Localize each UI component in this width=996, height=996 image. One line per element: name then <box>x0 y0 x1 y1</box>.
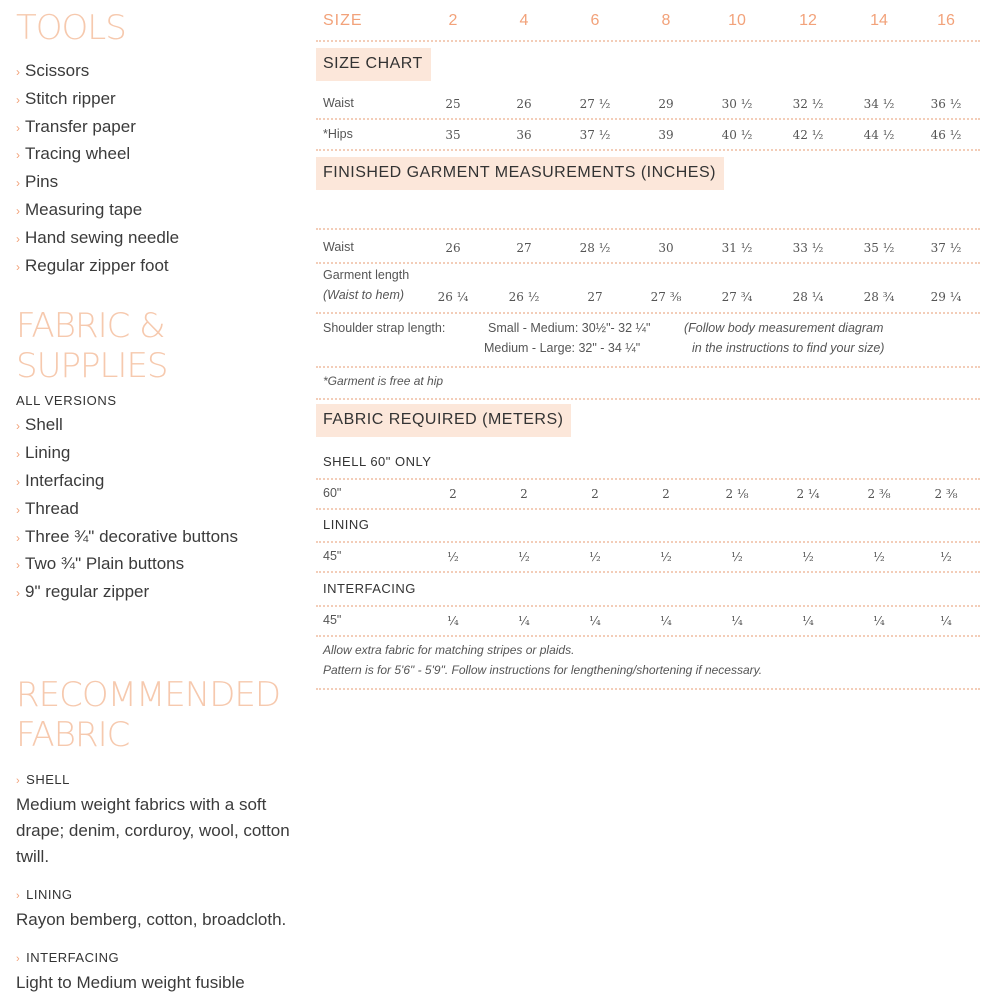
table-row: *Hips 35 36 37 ½ 39 40 ½ 42 ½ 44 ½ 46 ½ <box>316 121 980 151</box>
size-chart-heading: SIZE CHART <box>316 48 431 81</box>
list-item: › Three ¾" decorative buttons <box>16 526 238 546</box>
list-item: › Stitch ripper <box>16 88 116 108</box>
fabric-notes: Allow extra fabric for matching stripes or plaids. Pattern is for 5'6" - 5'9". Follow instructions for lengthening/shortening if necessary. <box>316 640 980 690</box>
size-cell: 4 <box>519 12 529 29</box>
size-cell: 8 <box>661 12 671 29</box>
recommended-heading: RECOMMENDED FABRIC <box>16 674 281 755</box>
interfacing-subheading-row: INTERFACING <box>316 575 980 607</box>
strap-row: Shoulder strap length: Small - Medium: 30½"- 32 ¼" (Follow body measurement diagram Medium - Large: 32" - 34 ¼" in the instructions to find your size) <box>316 318 980 368</box>
table-row: Waist 26 27 28 ½ 30 31 ½ 33 ½ 35 ½ 37 ½ <box>316 234 980 264</box>
chevron-icon: › <box>16 176 20 191</box>
list-item: › Pins <box>16 172 59 192</box>
size-label: SIZE <box>323 12 363 29</box>
rec-shell-text: Medium weight fabrics with a soft drape; denim, corduroy, wool, cotton twill. <box>16 794 290 866</box>
size-cell: 10 <box>728 12 746 29</box>
list-item: › Shell <box>16 415 63 435</box>
list-item: › 9" regular zipper <box>16 582 150 602</box>
chevron-icon: › <box>16 203 20 218</box>
chevron-icon: › <box>16 774 21 787</box>
list-item: › Regular zipper foot <box>16 255 169 275</box>
list-item: › Tracing wheel <box>16 144 131 164</box>
list-item: › Transfer paper <box>16 116 136 136</box>
fabric-required-heading: FABRIC REQUIRED (METERS) <box>316 404 571 437</box>
note-row: *Garment is free at hip <box>316 368 980 400</box>
size-cell: 14 <box>870 12 888 29</box>
rec-lining-label: › LINING <box>16 886 73 902</box>
list-item: › Two ¾" Plain buttons <box>16 554 185 574</box>
list-item: › Hand sewing needle <box>16 227 180 247</box>
shell-subheading-row: SHELL 60" ONLY <box>316 448 980 480</box>
chevron-icon: › <box>16 148 20 163</box>
rec-interfacing-label: › INTERFACING <box>16 949 120 965</box>
fabric-supplies-heading: FABRIC & SUPPLIES <box>16 306 168 387</box>
chevron-icon: › <box>16 474 20 489</box>
chevron-icon: › <box>16 65 20 79</box>
chevron-icon: › <box>16 530 20 545</box>
chevron-icon: › <box>16 92 20 107</box>
table-row: Waist 25 26 27 ½ 29 30 ½ 32 ½ 34 ½ 36 ½ <box>316 90 980 120</box>
tools-heading: TOOLS <box>16 8 126 48</box>
chevron-icon: › <box>16 952 21 965</box>
list-item: › Thread <box>16 498 79 518</box>
rec-interfacing-text: Light to Medium weight fusible <box>16 972 245 992</box>
chevron-icon: › <box>16 120 20 135</box>
table-row: Garment length (Waist to hem) 26 ¼ 26 ½ 27 27 ⅜ 27 ¾ 28 ¼ 28 ¾ 29 ¼ <box>316 266 980 314</box>
size-cell: 16 <box>937 12 955 29</box>
chevron-icon: › <box>16 889 21 902</box>
supplies-list <box>16 412 316 607</box>
size-cell: 12 <box>799 12 817 29</box>
rec-lining-text: Rayon bemberg, cotton, broadcloth. <box>16 909 287 929</box>
all-versions-label: ALL VERSIONS <box>16 393 117 409</box>
tools-list <box>16 58 316 280</box>
chevron-icon: › <box>16 586 20 601</box>
chevron-icon: › <box>16 502 20 517</box>
size-cell: 2 <box>448 12 458 29</box>
finished-heading: FINISHED GARMENT MEASUREMENTS (INCHES) <box>316 157 724 190</box>
list-item: › Lining <box>16 443 71 463</box>
list-item: › Scissors <box>16 61 90 80</box>
chevron-icon: › <box>16 231 20 246</box>
table-row: 60" 2 2 2 2 2 ⅛ 2 ¼ 2 ⅜ 2 ⅜ <box>316 480 980 510</box>
chevron-icon: › <box>16 259 20 274</box>
chevron-icon: › <box>16 558 20 573</box>
table-row: 45" ¼ ¼ ¼ ¼ ¼ ¼ ¼ ¼ <box>316 607 980 637</box>
list-item: › Interfacing <box>16 470 105 490</box>
divider <box>316 228 980 230</box>
size-cell: 6 <box>590 12 600 29</box>
size-header-row <box>316 0 980 42</box>
chevron-icon: › <box>16 419 20 434</box>
lining-subheading-row: LINING <box>316 511 980 543</box>
chevron-icon: › <box>16 447 20 462</box>
table-row: 45" ½ ½ ½ ½ ½ ½ ½ ½ <box>316 543 980 573</box>
list-item: › Measuring tape <box>16 199 143 219</box>
left-column <box>16 0 316 996</box>
rec-shell-label: › SHELL <box>16 771 70 787</box>
